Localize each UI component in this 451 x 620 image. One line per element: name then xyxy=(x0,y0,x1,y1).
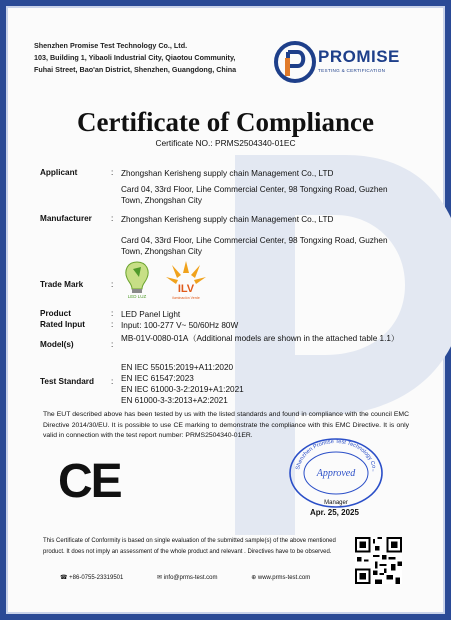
logo-wordmark: PROMISE xyxy=(318,47,400,66)
rated-input-value: Input: 100-277 V~ 50/60Hz 80W xyxy=(121,321,239,330)
colon: : xyxy=(111,377,114,386)
issuer-block xyxy=(34,40,236,76)
colon: : xyxy=(111,168,114,177)
manufacturer-address: Card 04, 33rd Floor, Lihe Commercial Center, 98 Tongxing Road, Guzhen Town, Zhongshan City xyxy=(121,236,388,256)
colon: : xyxy=(111,214,114,223)
trade-mark-label: Trade Mark xyxy=(40,280,84,289)
manufacturer-name: Zhongshan Kerisheng supply chain Management Co., LTD xyxy=(121,215,334,224)
test-standard-list xyxy=(121,362,411,406)
models-value: MB-01V-0080-01A（Additional models are shown in the attached table 1.1） xyxy=(121,334,400,343)
colon: : xyxy=(111,320,114,329)
issuer-name: Shenzhen Promise Test Technology Co., Ltd. xyxy=(34,41,188,50)
trade-mark-1-text: LED LUZ xyxy=(127,294,147,299)
phone-number: +86-0755-23319501 xyxy=(69,575,124,581)
test-standard-item: EN 61000-3-3:2013+A2:2021 xyxy=(121,396,228,405)
applicant-name: Zhongshan Kerisheng supply chain Management Co., LTD xyxy=(121,169,334,178)
stamp-center-text: Approved xyxy=(316,468,356,479)
colon: : xyxy=(111,280,114,289)
approval-stamp xyxy=(287,436,385,510)
email-contact: ✉ info@prms-test.com xyxy=(157,575,218,581)
test-standard-label: Test Standard xyxy=(40,377,94,386)
colon: : xyxy=(111,309,114,318)
website-url: www.prms-test.com xyxy=(257,575,311,581)
trade-mark-2-subtext: iluminación Verde xyxy=(172,296,200,300)
test-standard-item: EN IEC 61547:2023 xyxy=(121,374,194,383)
logo-tagline: TESTING & CERTIFICATION xyxy=(318,68,386,73)
issuer-address-line2: Fuhai Street, Bao'an District, Shenzhen, Guangdong, China xyxy=(34,65,237,74)
colon: : xyxy=(111,340,114,349)
test-standard-item: EN IEC 61000-3-2:2019+A1:2021 xyxy=(121,385,244,394)
issuer-address-line1: 103, Building 1, Yibaoli Industrial City, Qiaotou Community, xyxy=(34,53,236,62)
applicant-address: Card 04, 33rd Floor, Lihe Commercial Center, 98 Tongxing Road, Guzhen Town, Zhongshan City xyxy=(121,185,388,205)
ce-mark: CE xyxy=(58,455,121,508)
applicant-label: Applicant xyxy=(40,168,78,177)
stamp-ring-text: Shenzhen Promise Test Technology Co., xyxy=(295,438,377,472)
page-title: Certificate of Compliance xyxy=(77,107,374,137)
compliance-statement: The EUT described above has been tested by us with the listed standards and found in compliance with the council EMC Directive 2014/30/EU. It is possible to use CE marking to demonstrate the compliance with this EMC Directive. It is only valid in connection with the test report number: PRMS2504340-01ER. xyxy=(43,411,409,439)
qr-code-icon xyxy=(355,537,402,584)
trade-mark-2-text: ILV xyxy=(177,283,195,295)
models-label: Model(s) xyxy=(40,340,74,349)
phone-contact: ☎ +86-0755-23319501 xyxy=(60,575,124,581)
issue-date: Apr. 25, 2025 xyxy=(310,508,359,517)
email-address: info@prms-test.com xyxy=(163,575,218,581)
web-contact: ⊕ www.prms-test.com xyxy=(251,575,311,581)
contact-bar xyxy=(60,574,342,581)
certificate-number: Certificate NO.: PRMS2504340-01EC xyxy=(155,138,296,148)
product-value: LED Panel Light xyxy=(121,310,181,319)
ilv-sun-logo-icon xyxy=(163,259,209,301)
stamp-role-text: Manager xyxy=(324,500,348,506)
manufacturer-label: Manufacturer xyxy=(40,214,92,223)
footer-note: This Certificate of Conformity is based on single evaluation of the submitted sample(s) of the above mentioned product. It does not imply an assessment of the whole product and relevant . Directives have to be observed. xyxy=(43,538,336,555)
led-luz-bulb-icon xyxy=(119,259,155,299)
product-label: Product xyxy=(40,309,71,318)
test-standard-item: EN IEC 55015:2019+A11:2020 xyxy=(121,363,234,372)
rated-input-label: Rated Input xyxy=(40,320,86,329)
